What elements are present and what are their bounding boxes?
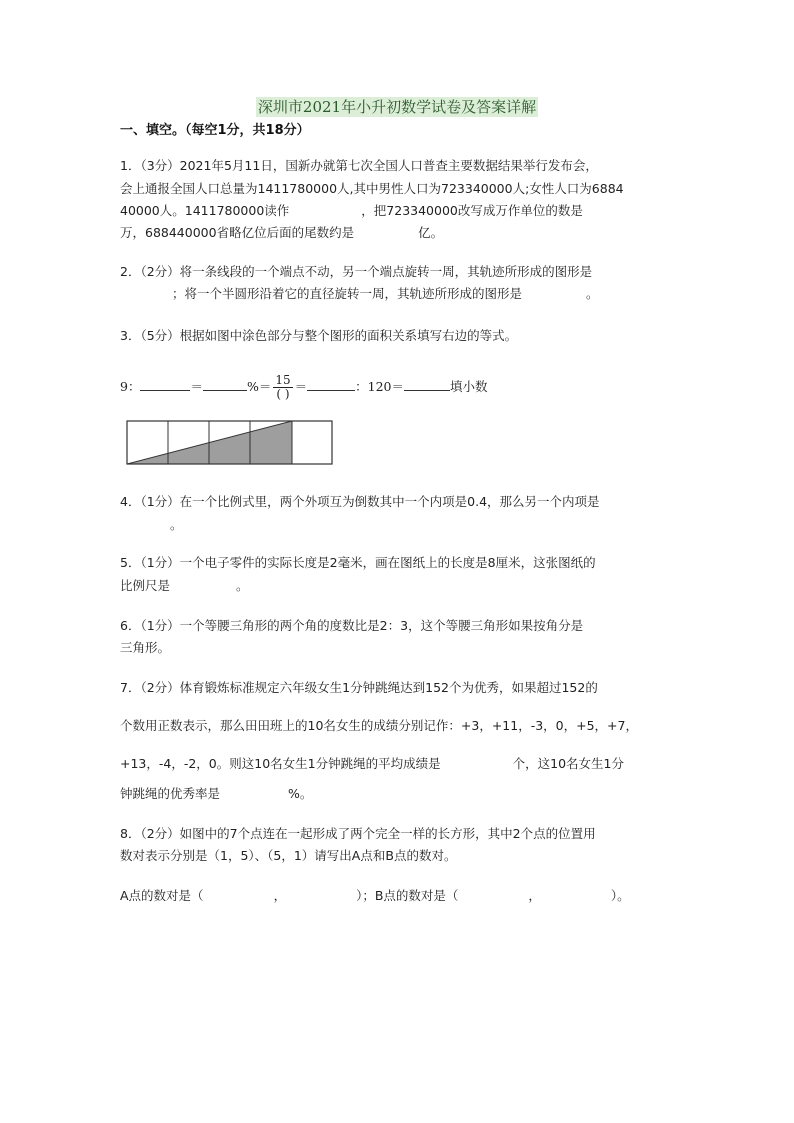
q7-line-3 [120, 756, 624, 772]
q5-line-2 [120, 578, 249, 594]
q8-text: ）；B点的数对是（ [356, 888, 459, 903]
q8-text: ， [273, 888, 287, 903]
q7-text: +13，-4，-2，0。则这10名女生1分钟跳绳的平均成绩是 [120, 756, 441, 771]
q2-text: 。 [586, 286, 599, 301]
q2-line-1: 2．（2分）将一条线段的一个端点不动，另一个端点旋转一周，其轨迹所形成的图形是 [120, 264, 593, 279]
q2-answer-blank-2[interactable] [522, 286, 586, 298]
q3-eq-text: 9： [120, 379, 141, 394]
q7-text: 个，这10名女生1分 [512, 756, 624, 771]
q8-text: ， [528, 888, 541, 903]
fraction-numerator: 15 [275, 373, 291, 387]
q3-blank-1[interactable] [140, 378, 190, 391]
page-title: 深圳市2021年小升初数学试卷及答案详解 [257, 98, 537, 116]
q4-line-2: 。 [170, 517, 183, 532]
q8-answer-blank-b1[interactable] [458, 888, 528, 900]
q6-line-2: 三角形。 [120, 640, 171, 655]
q1-answer-blank-3[interactable] [354, 225, 418, 237]
q8-line-1: 8．（2分）如图中的7个点连在一起形成了两个完全一样的长方形，其中2个点的位置用 [120, 826, 596, 841]
q7-line-4 [120, 786, 312, 802]
q6-line-1: 6．（1分）一个等腰三角形的两个角的度数比是2：3，这个等腰三角形如果按角分是 [120, 618, 584, 633]
q8-line-2: 数对表示分别是（1，5）、（5，1）请写出A点和B点的数对。 [120, 848, 457, 863]
q5-answer-blank[interactable] [170, 578, 236, 590]
q2-answer-blank-1[interactable] [120, 286, 172, 298]
q7-line-1: 7．（2分）体育锻炼标准规定六年级女生1分钟跳绳达到152个为优秀，如果超过152的 [120, 680, 598, 695]
q7-text: 钟跳绳的优秀率是 [120, 786, 221, 801]
q1-text: 万，688440000省略亿位后面的尾数约是 [120, 225, 355, 240]
q7-line-2: 个数用正数表示，那么田田班上的10名女生的成绩分别记作：+3，+11，-3，0，+5，+7， [120, 718, 638, 733]
page-title-wrap [0, 96, 794, 117]
q1-text: ，把723340000改写成万作单位的数是 [361, 203, 583, 218]
q1-line-4 [120, 225, 443, 241]
q3-blank-4[interactable] [404, 378, 450, 391]
q3-line-1: 3．（5分）根据如图中涂色部分与整个图形的面积关系填写右边的等式。 [120, 328, 518, 343]
q2-line-2 [120, 286, 599, 302]
fraction-denominator[interactable]: ( ) [276, 387, 290, 401]
q5-line-1: 5．（1分）一个电子零件的实际长度是2毫米，画在图纸上的长度是8厘米，这张图纸的 [120, 555, 596, 570]
q1-line-1: 1．（3分）2021年5月11日，国新办就第七次全国人口普查主要数据结果举行发布会， [120, 158, 598, 173]
q7-answer-blank-2[interactable] [220, 786, 288, 798]
q1-line-2: 会上通报全国人口总量为1411780000人,其中男性人口为723340000人;女性人口为6884 [120, 181, 624, 196]
q3-eq-text: ＝ [294, 379, 308, 394]
q8-answer-blank-a2[interactable] [286, 888, 356, 900]
q3-eq-text: ：120＝ [355, 379, 405, 394]
q3-fraction [273, 374, 292, 401]
q7-text: %。 [288, 786, 313, 801]
q8-answer-blank-a1[interactable] [204, 888, 274, 900]
q3-eq-text: 填小数 [450, 379, 488, 394]
q8-line-3 [120, 888, 630, 904]
q5-text: 。 [236, 578, 249, 593]
q3-blank-2[interactable] [203, 378, 247, 391]
q8-answer-blank-b2[interactable] [541, 888, 611, 900]
q1-text: 40000人。1411780000读作 [120, 203, 290, 218]
q1-answer-blank-1[interactable] [289, 203, 361, 215]
q2-text: ；将一个半圆形沿着它的直径旋转一周，其轨迹所形成的图形是 [172, 286, 523, 301]
q1-line-3 [120, 203, 583, 219]
q1-text: 亿。 [418, 225, 444, 240]
q3-eq-text: %＝ [246, 379, 272, 394]
shaded-rectangle-diagram [126, 420, 334, 466]
q4-line-1: 4．（1分）在一个比例式里，两个外项互为倒数其中一个内项是0.4，那么另一个内项是 [120, 494, 600, 509]
q3-equation [120, 374, 488, 401]
q8-text: ）。 [610, 888, 630, 903]
q5-text: 比例尺是 [120, 578, 171, 593]
q7-answer-blank-1[interactable] [441, 756, 513, 768]
q8-text: A点的数对是（ [120, 888, 204, 903]
q3-blank-3[interactable] [307, 378, 355, 391]
q3-eq-text: ＝ [190, 379, 203, 394]
section-heading: 一、填空。（每空1分，共18分） [120, 123, 310, 138]
